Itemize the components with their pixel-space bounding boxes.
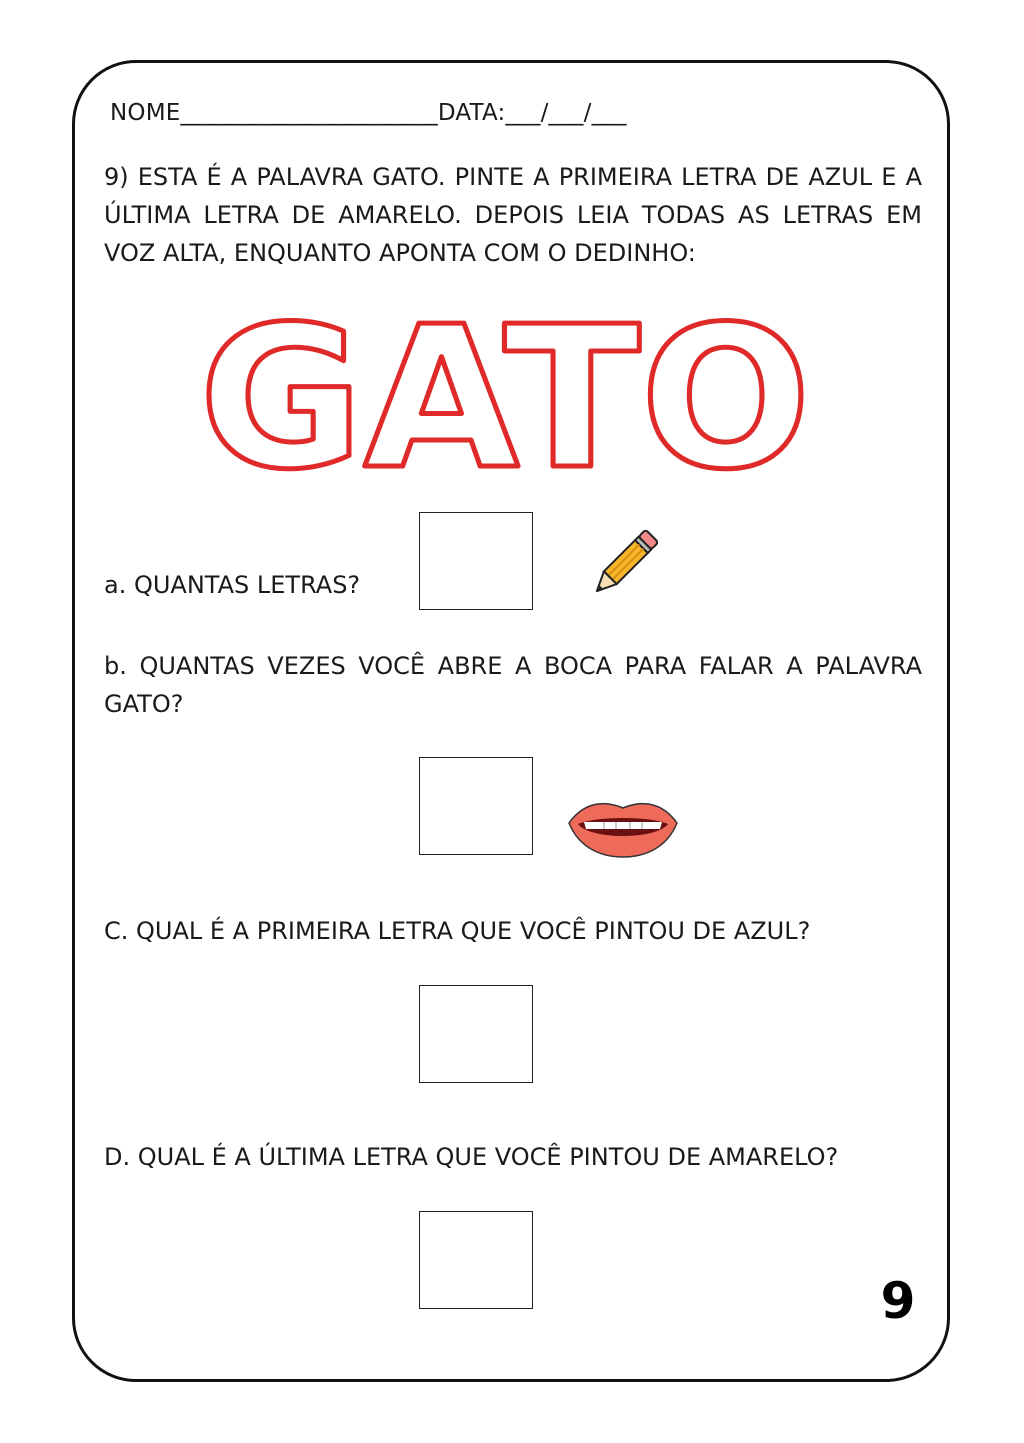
mouth-icon	[566, 796, 680, 858]
pencil-icon	[580, 522, 666, 608]
name-date-line: NOME______________________DATA:___/___/___	[110, 100, 627, 126]
answer-box-a[interactable]	[419, 512, 533, 610]
gato-word-text: GATO	[199, 292, 811, 492]
gato-outlined-word	[190, 292, 820, 492]
question-d: D. QUAL É A ÚLTIMA LETRA QUE VOCÊ PINTOU DE AMARELO?	[104, 1143, 839, 1171]
question-b: b. QUANTAS VEZES VOCÊ ABRE A BOCA PARA FALAR A PALAVRA GATO?	[104, 652, 922, 718]
answer-box-c[interactable]	[419, 985, 533, 1083]
instruction-text: 9) ESTA É A PALAVRA GATO. PINTE A PRIMEIRA LETRA DE AZUL E A ÚLTIMA LETRA DE AMARELO. DEPOIS LEIA TODAS AS LETRAS EM VOZ ALTA, ENQUANTO APONTA COM O DEDINHO:	[104, 163, 922, 267]
page-number: 9	[880, 1272, 916, 1330]
question-c: C. QUAL É A PRIMEIRA LETRA QUE VOCÊ PINTOU DE AZUL?	[104, 917, 811, 945]
answer-box-b[interactable]	[419, 757, 533, 855]
question-a: a. QUANTAS LETRAS?	[104, 571, 361, 599]
answer-box-d[interactable]	[419, 1211, 533, 1309]
